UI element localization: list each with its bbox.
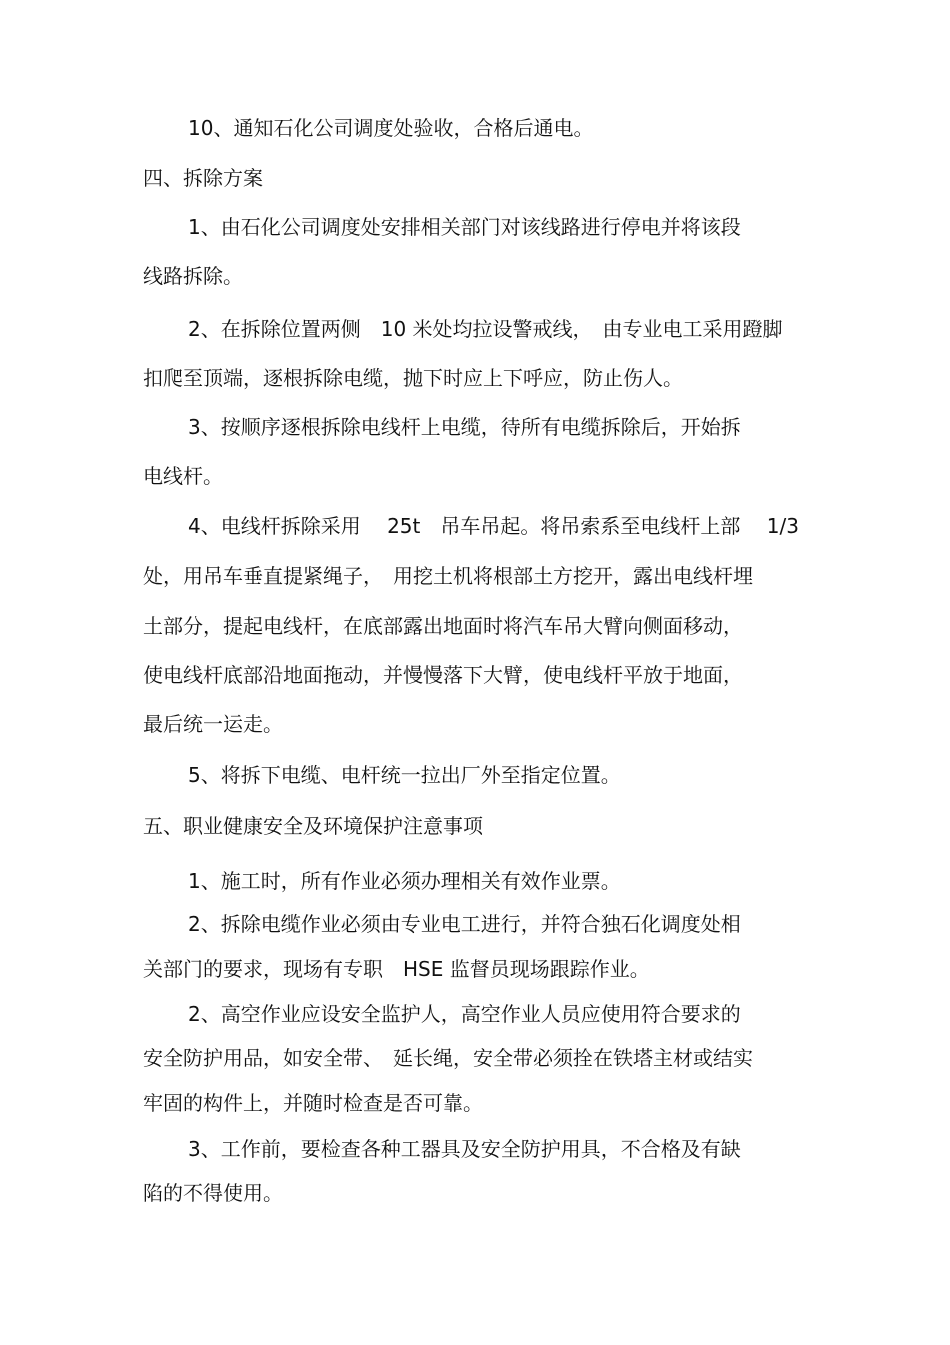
paragraph-line-4: 2、在拆除位置两侧 10 米处均拉设警戒线， 由专业电工采用蹬脚	[188, 317, 783, 341]
paragraph-line-16: 关部门的要求，现场有专职 HSE 监督员现场跟踪作业。	[143, 957, 650, 981]
section-heading-4: 四、拆除方案	[143, 166, 263, 190]
paragraph-line-21: 陷的不得使用。	[143, 1181, 283, 1205]
paragraph-line-20: 3、工作前，要检查各种工器具及安全防护用具，不合格及有缺	[188, 1137, 741, 1161]
paragraph-line-11: 使电线杆底部沿地面拖动，并慢慢落下大臂，使电线杆平放于地面，	[143, 663, 743, 687]
paragraph-line-12: 最后统一运走。	[143, 712, 283, 736]
section-heading-5: 五、职业健康安全及环境保护注意事项	[143, 814, 483, 838]
paragraph-line-13: 5、将拆下电缆、电杆统一拉出厂外至指定位置。	[188, 763, 621, 787]
paragraph-line-7: 电线杆。	[143, 464, 223, 488]
paragraph-line-2: 1、由石化公司调度处安排相关部门对该线路进行停电并将该段	[188, 215, 741, 239]
paragraph-line-10: 土部分，提起电线杆，在底部露出地面时将汽车吊大臂向侧面移动，	[143, 614, 743, 638]
paragraph-line-17: 2、高空作业应设安全监护人，高空作业人员应使用符合要求的	[188, 1002, 741, 1026]
paragraph-line-3: 线路拆除。	[143, 264, 243, 288]
paragraph-line-6: 3、按顺序逐根拆除电线杆上电缆，待所有电缆拆除后，开始拆	[188, 415, 741, 439]
paragraph-line-18: 安全防护用品，如安全带、 延长绳，安全带必须拴在铁塔主材或结实	[143, 1046, 753, 1070]
paragraph-line-15: 2、拆除电缆作业必须由专业电工进行，并符合独石化调度处相	[188, 912, 741, 936]
paragraph-line-9: 处，用吊车垂直提紧绳子， 用挖土机将根部土方挖开，露出电线杆埋	[143, 564, 753, 588]
paragraph-line-5: 扣爬至顶端，逐根拆除电缆，抛下时应上下呼应，防止伤人。	[143, 366, 683, 390]
paragraph-line-1: 10、通知石化公司调度处验收，合格后通电。	[188, 116, 594, 140]
paragraph-line-14: 1、施工时，所有作业必须办理相关有效作业票。	[188, 869, 621, 893]
paragraph-line-8: 4、电线杆拆除采用 25t 吊车吊起。将吊索系至电线杆上部 1/3	[188, 514, 799, 538]
paragraph-line-19: 牢固的构件上，并随时检查是否可靠。	[143, 1091, 483, 1115]
